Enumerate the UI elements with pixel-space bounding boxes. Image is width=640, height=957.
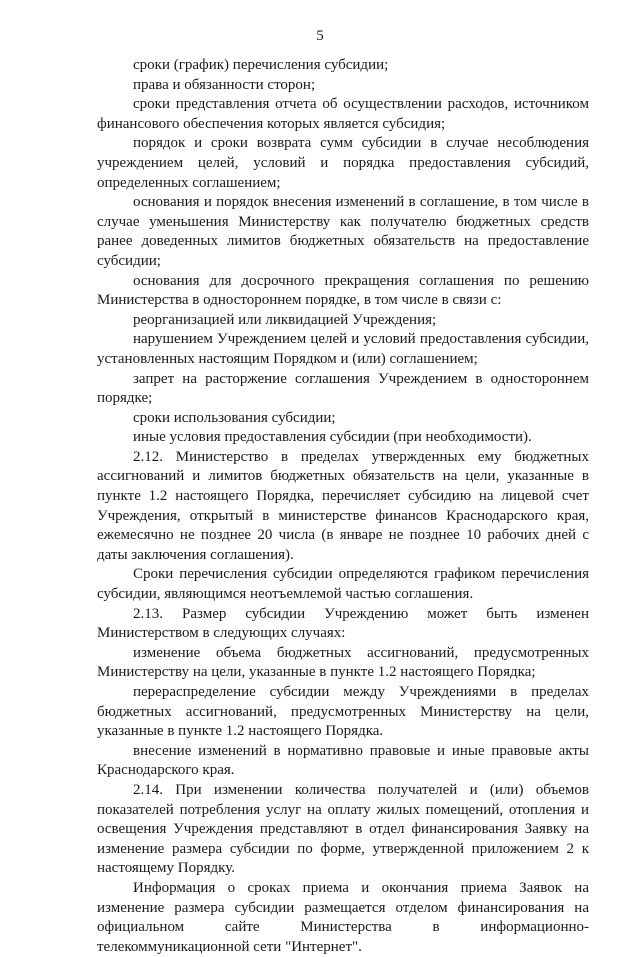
- clause-2-12: 2.12. Министерство в пределах утвержденных ему бюджетных ассигнований и лимитов бюджетных обязательств на цели, указанные в пункте 1.2 настоящего Порядка, перечисляет субсидию на лицевой счет Учреждения, открытый в министерстве финансов Краснодарского края, ежемесячно не позднее 20 числа (в январе не позднее 10 рабочих дней с даты заключения соглашения).: [97, 448, 589, 563]
- paragraph: сроки (график) перечисления субсидии;: [133, 57, 389, 73]
- paragraph: Информация о сроках приема и окончания приема Заявок на изменение размера субсидии размещается отделом финансирования на официальном сайте Министерства в информационно-телекоммуникационной сети "Интернет".: [97, 879, 589, 955]
- page-number: 5: [316, 28, 324, 44]
- clause-2-13: 2.13. Размер субсидии Учреждению может быть изменен Министерством в следующих случаях:: [97, 605, 589, 642]
- paragraph: права и обязанности сторон;: [133, 76, 316, 93]
- paragraph: изменение объема бюджетных ассигнований, предусмотренных Министерству на цели, указанные в пункте 1.2 настоящего Порядка;: [97, 644, 589, 681]
- paragraph: запрет на расторжение соглашения Учреждением в одностороннем порядке;: [97, 370, 589, 407]
- paragraph: реорганизацией или ликвидацией Учреждения;: [133, 311, 437, 328]
- paragraph: нарушением Учреждением целей и условий предоставления субсидии, установленных настоящим Порядком и (или) соглашением;: [97, 331, 589, 367]
- paragraph: внесение изменений в нормативно правовые и иные правовые акты Краснодарского края.: [97, 742, 589, 779]
- paragraph: основания и порядок внесения изменений в соглашение, в том числе в случае уменьшения Министерству как получателю бюджетных средств ранее доведенных лимитов бюджетных обязательств на предоставление субсидии;: [97, 194, 589, 269]
- paragraph: Сроки перечисления субсидии определяются графиком перечисления субсидии, являющимся неотъемлемой частью соглашения.: [97, 566, 589, 603]
- paragraph: иные условия предоставления субсидии (при необходимости).: [133, 429, 532, 446]
- document-body: [97, 56, 589, 957]
- paragraph: основания для досрочного прекращения соглашения по решению Министерства в одностороннем порядке, в том числе в связи с:: [97, 272, 589, 309]
- clause-2-14: 2.14. При изменении количества получателей и (или) объемов показателей потребления услуг на оплату жилых помещений, отопления и освещения Учреждения представляют в отдел финансирования Заявку на изменение размера субсидии по форме, утвержденной приложением 2 к настоящему Порядку.: [97, 781, 589, 877]
- paragraph: сроки представления отчета об осуществлении расходов, источником финансового обеспечения которых является субсидия;: [97, 96, 589, 132]
- paragraph: порядок и сроки возврата сумм субсидии в случае несоблюдения учреждением целей, условий и порядка предоставления субсидий, определенных соглашением;: [97, 135, 589, 191]
- paragraph: сроки использования субсидии;: [133, 409, 336, 426]
- paragraph: перераспределение субсидии между Учреждениями в пределах бюджетных ассигнований, предусмотренных Министерству на цели, указанные в пункте 1.2 настоящего Порядка.: [97, 684, 589, 740]
